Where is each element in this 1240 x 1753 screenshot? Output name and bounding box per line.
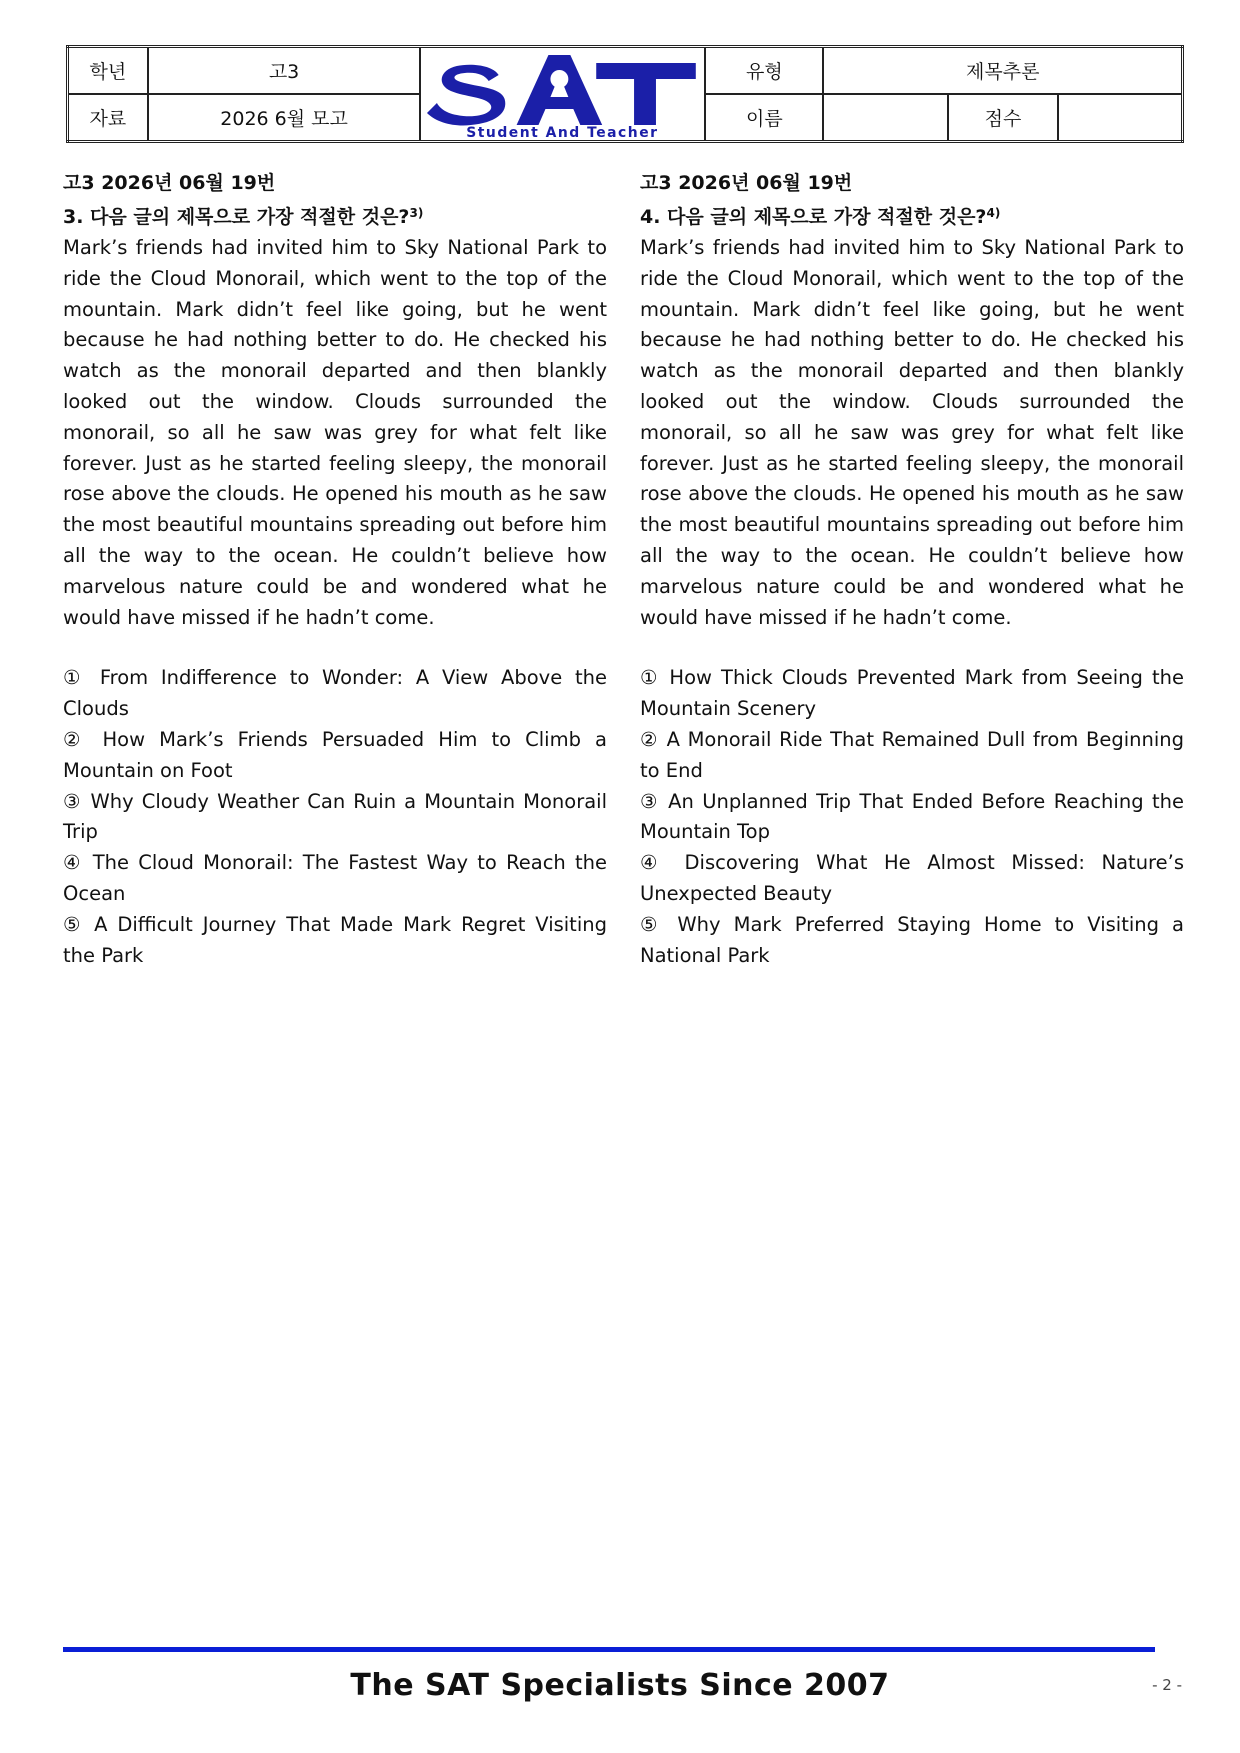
footer-slogan: The SAT Specialists Since 2007 — [350, 1668, 890, 1703]
answer-option-3[interactable]: ③ Why Cloudy Weather Can Ruin a Mountain Monorail Trip — [63, 789, 607, 844]
question-source: 고3 2026년 06월 19번 — [640, 172, 853, 194]
sat-logo-image — [421, 49, 704, 139]
grade-label: 학년 — [68, 47, 148, 95]
type-label: 유형 — [705, 47, 823, 95]
name-label: 이름 — [705, 94, 823, 142]
page-number: - 2 - — [1152, 1676, 1182, 1694]
footnote-marker: 4) — [986, 206, 1001, 220]
answer-option-1[interactable]: ① How Thick Clouds Prevented Mark from Seeing the Mountain Scenery — [640, 666, 1184, 721]
grade-value: 고3 — [148, 47, 421, 95]
answer-option-5[interactable]: ⑤ A Difficult Journey That Made Mark Regret Visiting the Park — [63, 912, 607, 967]
answer-option-2[interactable]: ② How Mark’s Friends Persuaded Him to Climb a Mountain on Foot — [63, 727, 607, 782]
type-value: 제목추론 — [823, 47, 1182, 95]
score-field[interactable] — [1058, 94, 1182, 142]
answer-option-3[interactable]: ③ An Unplanned Trip That Ended Before Reaching the Mountain Top — [640, 789, 1184, 844]
material-label: 자료 — [68, 94, 148, 142]
header-table — [66, 45, 1184, 143]
left-question-column — [63, 168, 607, 971]
answer-option-4[interactable]: ④ Discovering What He Almost Missed: Nature’s Unexpected Beauty — [640, 851, 1184, 905]
reading-passage: Mark’s friends had invited him to Sky National Park to ride the Cloud Monorail, which went to the top of the mountain. Mark didn’t feel like going, but he went because he had nothing better to do. He checked his watch as the monorail departed and then blankly looked out the window. Clouds surrounded the monorail, so all he saw was grey for what felt like forever. Just as he started feeling sleepy, the monorail rose above the clouds. He opened his mouth as he saw the most beautiful mountains spreading out before him all the way to the ocean. He couldn’t believe how marvelous nature could be and wondered what he would have missed if he hadn’t come. — [63, 236, 607, 629]
answer-option-4[interactable]: ④ The Cloud Monorail: The Fastest Way to Reach the Ocean — [63, 851, 607, 905]
right-question-column — [640, 168, 1184, 971]
answer-options — [63, 663, 607, 971]
answer-option-1[interactable]: ① From Indifference to Wonder: A View Above the Clouds — [63, 666, 607, 721]
sat-logo — [420, 47, 705, 142]
reading-passage: Mark’s friends had invited him to Sky National Park to ride the Cloud Monorail, which went to the top of the mountain. Mark didn’t feel like going, but he went because he had nothing better to do. He checked his watch as the monorail departed and then blankly looked out the window. Clouds surrounded the monorail, so all he saw was grey for what felt like forever. Just as he started feeling sleepy, the monorail rose above the clouds. He opened his mouth as he saw the most beautiful mountains spreading out before him all the way to the ocean. He couldn’t believe how marvelous nature could be and wondered what he would have missed if he hadn’t come. — [640, 236, 1184, 629]
material-value: 2026 6월 모고 — [148, 94, 421, 142]
answer-option-2[interactable]: ② A Monorail Ride That Remained Dull from Beginning to End — [640, 727, 1184, 782]
score-label: 점수 — [948, 94, 1058, 142]
name-field[interactable] — [823, 94, 947, 142]
question-prompt: 4. 다음 글의 제목으로 가장 적절한 것은?$^{4)}$ — [640, 206, 1001, 228]
footnote-marker: 3) — [409, 206, 424, 220]
answer-options — [640, 663, 1184, 971]
footer-divider — [63, 1647, 1155, 1652]
question-source: 고3 2026년 06월 19번 — [63, 172, 276, 194]
question-prompt: 3. 다음 글의 제목으로 가장 적절한 것은?$^{3)}$ — [63, 206, 424, 228]
answer-option-5[interactable]: ⑤ Why Mark Preferred Staying Home to Visiting a National Park — [640, 912, 1184, 967]
logo-tagline: Student And Teacher — [466, 124, 659, 139]
